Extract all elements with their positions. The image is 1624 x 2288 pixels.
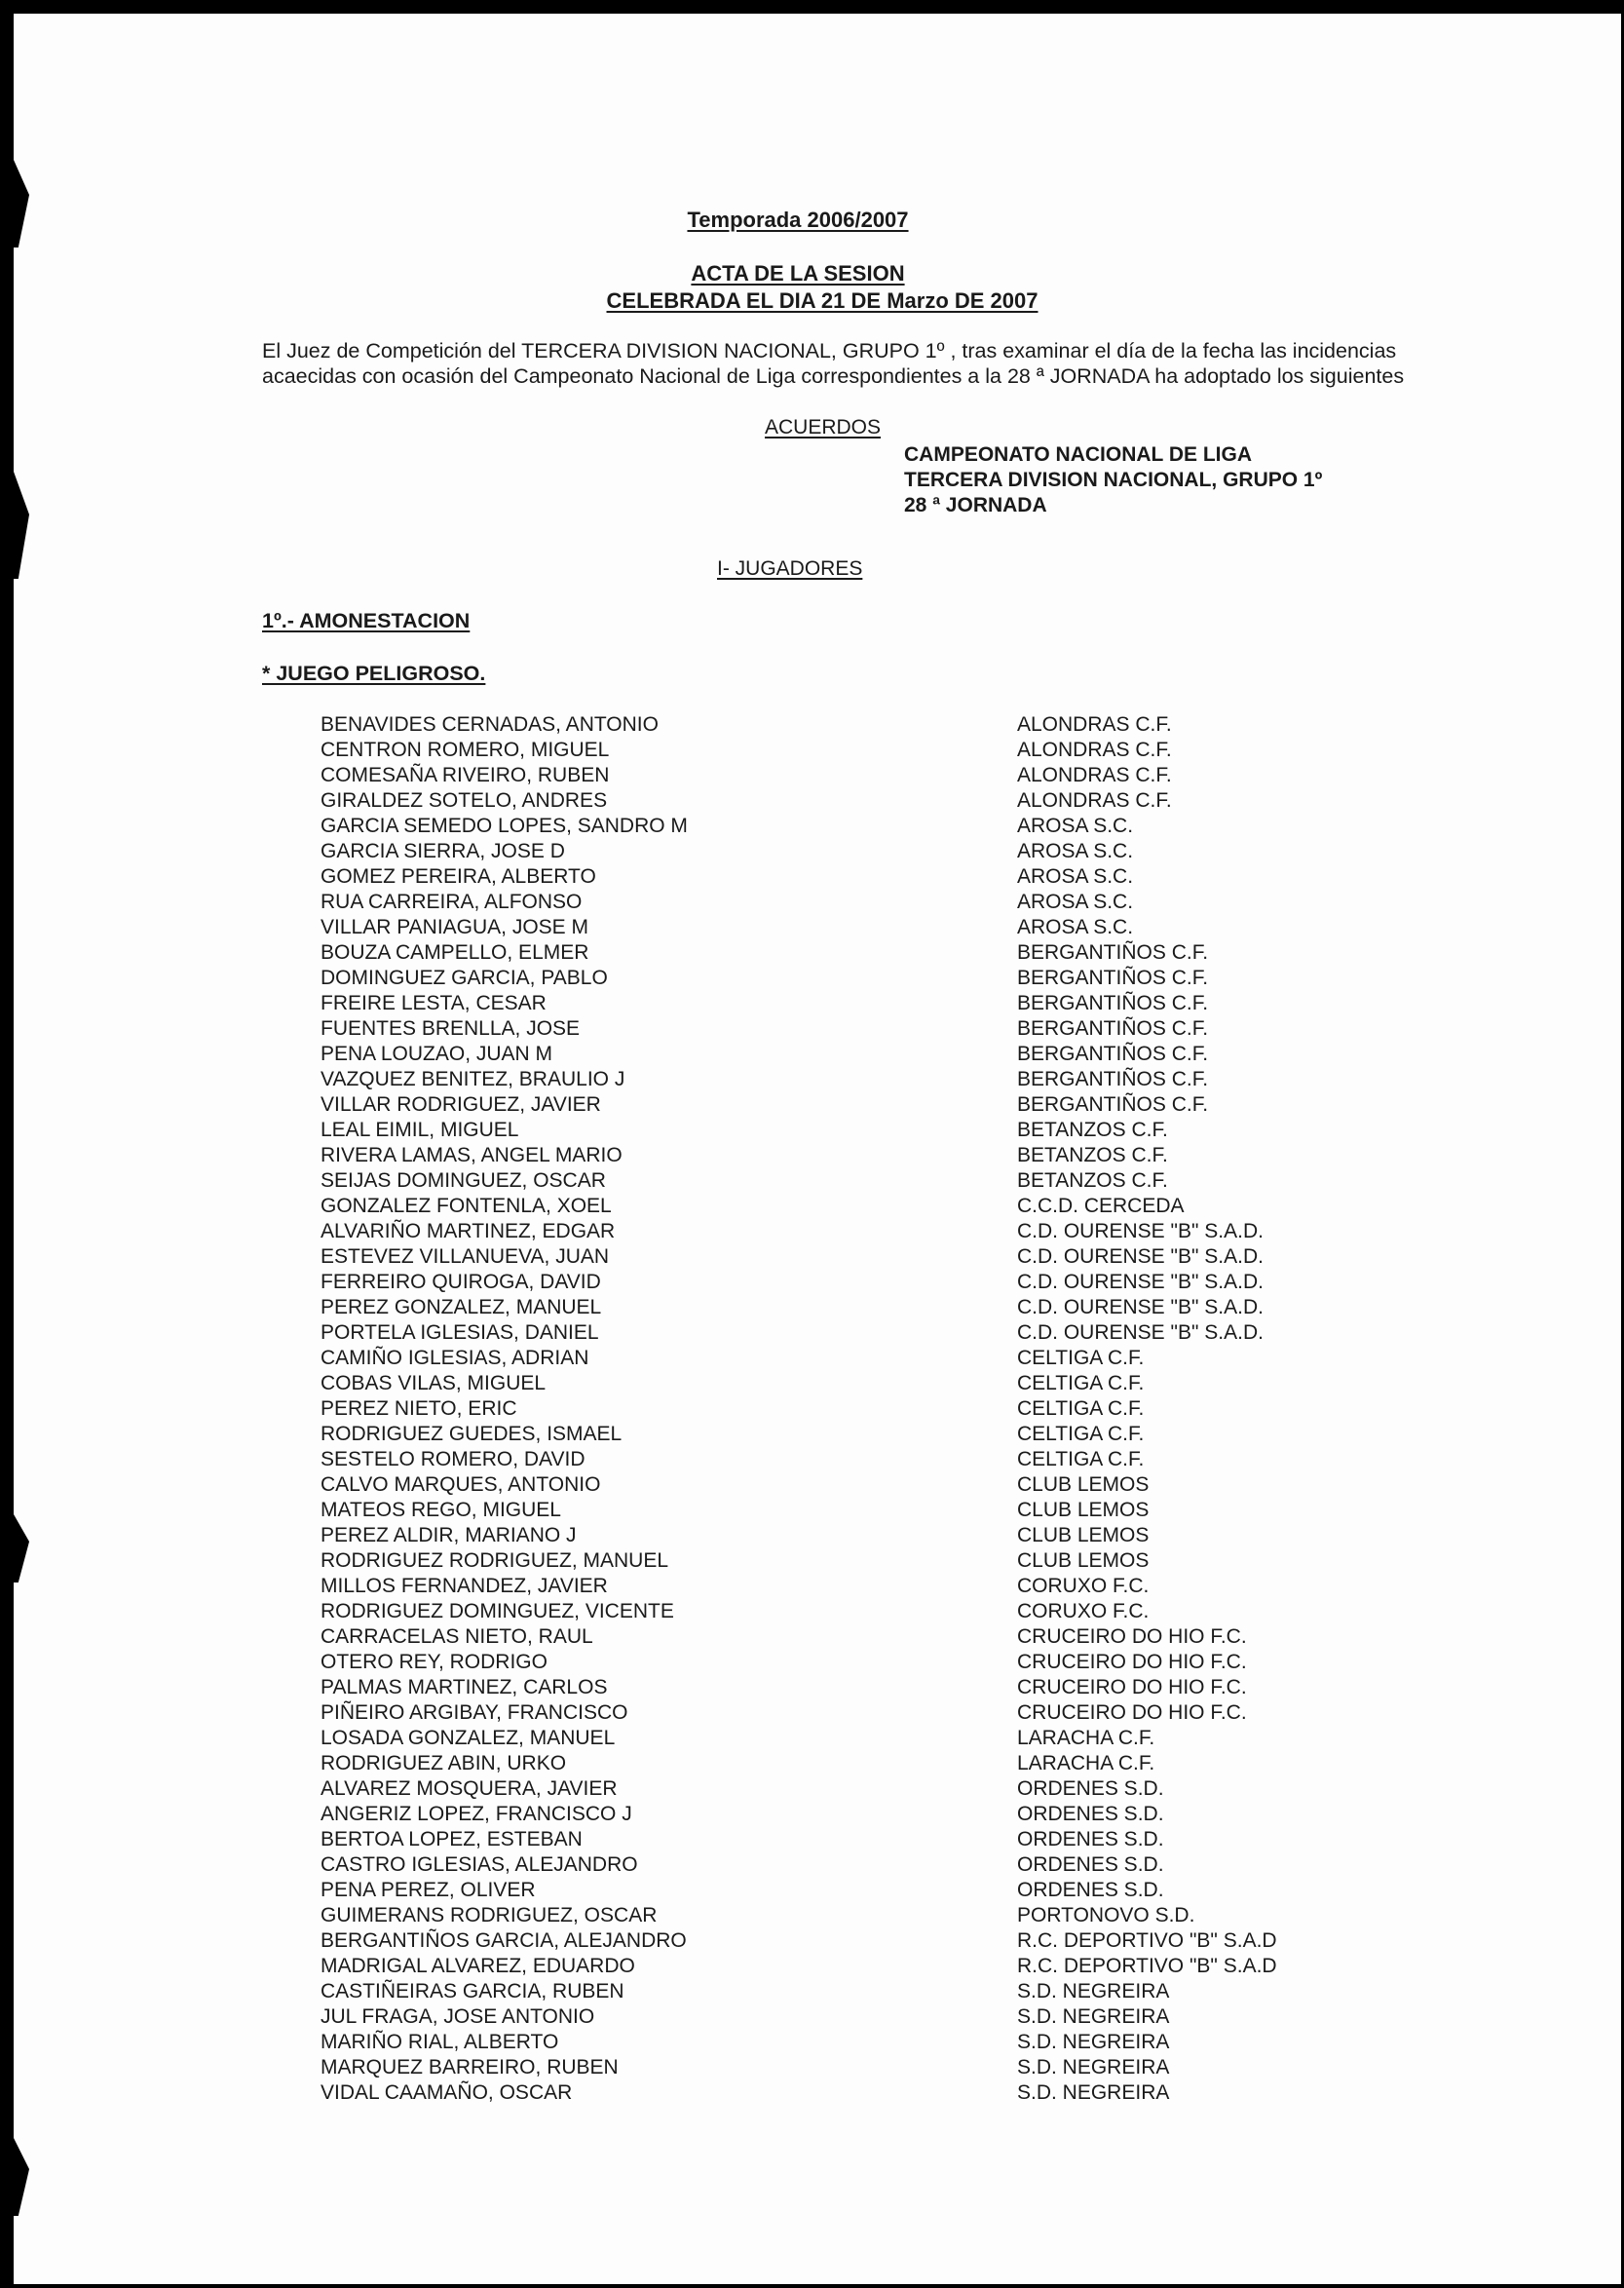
player-club: CRUCEIRO DO HIO F.C. <box>1017 1676 1247 1698</box>
player-row <box>321 1371 1295 1396</box>
player-name: GONZALEZ FONTENLA, XOEL <box>321 1195 612 1217</box>
player-club: S.D. NEGREIRA <box>1017 2081 1170 2104</box>
player-name: GOMEZ PEREIRA, ALBERTO <box>321 865 596 888</box>
player-club: S.D. NEGREIRA <box>1017 2031 1170 2053</box>
player-row <box>321 1244 1295 1270</box>
player-row <box>321 1118 1295 1143</box>
player-club: CELTIGA C.F. <box>1017 1423 1145 1445</box>
intro-paragraph <box>262 338 1404 389</box>
player-club: AROSA S.C. <box>1017 815 1134 837</box>
competition-block <box>904 442 1322 518</box>
player-name: DOMINGUEZ GARCIA, PABLO <box>321 967 608 989</box>
player-club: ALONDRAS C.F. <box>1017 713 1172 736</box>
player-row <box>321 814 1295 839</box>
player-club: BERGANTIÑOS C.F. <box>1017 967 1209 989</box>
player-club: R.C. DEPORTIVO "B" S.A.D <box>1017 1929 1277 1952</box>
player-name: RODRIGUEZ ABIN, URKO <box>321 1752 567 1774</box>
player-club: CLUB LEMOS <box>1017 1499 1150 1521</box>
player-name: BERGANTIÑOS GARCIA, ALEJANDRO <box>321 1929 687 1952</box>
player-name: PEREZ GONZALEZ, MANUEL <box>321 1296 602 1318</box>
player-club: PORTONOVO S.D. <box>1017 1904 1195 1926</box>
section-title: I- JUGADORES <box>717 557 863 580</box>
competition-line: CAMPEONATO NACIONAL DE LIGA <box>904 443 1253 466</box>
player-row <box>321 1396 1295 1422</box>
player-club: CRUCEIRO DO HIO F.C. <box>1017 1701 1247 1724</box>
player-club: BETANZOS C.F. <box>1017 1119 1168 1141</box>
player-name: CENTRON ROMERO, MIGUEL <box>321 739 610 761</box>
player-name: PENA LOUZAO, JUAN M <box>321 1043 553 1065</box>
player-row <box>321 1700 1295 1726</box>
player-club: C.D. OURENSE "B" S.A.D. <box>1017 1321 1264 1344</box>
player-row <box>321 1067 1295 1092</box>
player-club: CELTIGA C.F. <box>1017 1347 1145 1369</box>
player-club: ORDENES S.D. <box>1017 1853 1164 1876</box>
player-name: JUL FRAGA, JOSE ANTONIO <box>321 2005 595 2028</box>
player-name: VAZQUEZ BENITEZ, BRAULIO J <box>321 1068 625 1090</box>
player-name: VIDAL CAAMAÑO, OSCAR <box>321 2081 573 2104</box>
player-club: AROSA S.C. <box>1017 865 1134 888</box>
player-name: LEAL EIMIL, MIGUEL <box>321 1119 519 1141</box>
player-name: GIRALDEZ SOTELO, ANDRES <box>321 789 608 812</box>
player-name: PALMAS MARTINEZ, CARLOS <box>321 1676 608 1698</box>
player-club: R.C. DEPORTIVO "B" S.A.D <box>1017 1955 1277 1977</box>
player-row <box>321 1574 1295 1599</box>
competition-line: TERCERA DIVISION NACIONAL, GRUPO 1º <box>904 469 1323 491</box>
player-club: CLUB LEMOS <box>1017 1524 1150 1546</box>
player-name: ESTEVEZ VILLANUEVA, JUAN <box>321 1245 610 1268</box>
player-row <box>321 2080 1295 2106</box>
player-name: FUENTES BRENLLA, JOSE <box>321 1017 581 1040</box>
player-row <box>321 1168 1295 1194</box>
player-club: CELTIGA C.F. <box>1017 1448 1145 1470</box>
player-name: RODRIGUEZ DOMINGUEZ, VICENTE <box>321 1600 674 1622</box>
player-row <box>321 1954 1295 1979</box>
player-club: CELTIGA C.F. <box>1017 1397 1145 1420</box>
player-name: BENAVIDES CERNADAS, ANTONIO <box>321 713 659 736</box>
player-row <box>321 738 1295 763</box>
player-club: LARACHA C.F. <box>1017 1752 1155 1774</box>
player-name: SEIJAS DOMINGUEZ, OSCAR <box>321 1169 606 1192</box>
acuerdos-heading: ACUERDOS <box>765 416 882 439</box>
player-name: PENA PEREZ, OLIVER <box>321 1879 536 1901</box>
player-club: C.D. OURENSE "B" S.A.D. <box>1017 1220 1264 1242</box>
players-list <box>321 712 1295 2106</box>
player-row <box>321 763 1295 788</box>
player-name: RODRIGUEZ RODRIGUEZ, MANUEL <box>321 1549 669 1572</box>
player-row <box>321 1422 1295 1447</box>
player-row <box>321 2055 1295 2080</box>
player-row <box>321 890 1295 915</box>
player-row <box>321 839 1295 864</box>
player-row <box>321 1042 1295 1067</box>
player-row <box>321 1143 1295 1168</box>
player-row <box>321 1295 1295 1320</box>
player-club: AROSA S.C. <box>1017 891 1134 913</box>
player-name: COMESAÑA RIVEIRO, RUBEN <box>321 764 610 786</box>
player-club: BETANZOS C.F. <box>1017 1169 1168 1192</box>
subsection-title: 1º.- AMONESTACION <box>262 609 471 632</box>
player-row <box>321 1498 1295 1523</box>
torn-edge <box>14 160 29 248</box>
player-name: PORTELA IGLESIAS, DANIEL <box>321 1321 599 1344</box>
player-row <box>321 1827 1295 1852</box>
player-row <box>321 1903 1295 1928</box>
player-club: S.D. NEGREIRA <box>1017 2005 1170 2028</box>
player-club: CRUCEIRO DO HIO F.C. <box>1017 1651 1247 1673</box>
player-name: MARIÑO RIAL, ALBERTO <box>321 2031 559 2053</box>
player-row <box>321 1548 1295 1574</box>
player-row <box>321 1092 1295 1118</box>
player-name: GARCIA SIERRA, JOSE D <box>321 840 565 862</box>
player-club: CELTIGA C.F. <box>1017 1372 1145 1394</box>
player-name: CASTRO IGLESIAS, ALEJANDRO <box>321 1853 638 1876</box>
player-name: PEREZ NIETO, ERIC <box>321 1397 517 1420</box>
intro-line: El Juez de Competición del TERCERA DIVISION NACIONAL, GRUPO 1º , tras examinar el día de la fecha las incidencias <box>262 339 1397 362</box>
player-name: BOUZA CAMPELLO, ELMER <box>321 941 589 964</box>
player-name: OTERO REY, RODRIGO <box>321 1651 548 1673</box>
player-row <box>321 1523 1295 1548</box>
player-club: BERGANTIÑOS C.F. <box>1017 1068 1209 1090</box>
player-club: BERGANTIÑOS C.F. <box>1017 1017 1209 1040</box>
player-club: CORUXO F.C. <box>1017 1600 1150 1622</box>
player-row <box>321 864 1295 890</box>
player-row <box>321 1624 1295 1650</box>
competition-line: 28 ª JORNADA <box>904 494 1047 516</box>
player-row <box>321 1346 1295 1371</box>
player-name: RUA CARREIRA, ALFONSO <box>321 891 583 913</box>
player-row <box>321 1852 1295 1878</box>
player-row <box>321 1447 1295 1472</box>
player-row <box>321 1599 1295 1624</box>
player-club: ORDENES S.D. <box>1017 1777 1164 1800</box>
player-club: ORDENES S.D. <box>1017 1828 1164 1850</box>
player-club: CLUB LEMOS <box>1017 1549 1150 1572</box>
player-row <box>321 1726 1295 1751</box>
player-name: ALVAREZ MOSQUERA, JAVIER <box>321 1777 618 1800</box>
document-page <box>14 14 1621 2284</box>
player-name: CAMIÑO IGLESIAS, ADRIAN <box>321 1347 589 1369</box>
player-club: ORDENES S.D. <box>1017 1879 1164 1901</box>
player-club: CLUB LEMOS <box>1017 1473 1150 1496</box>
player-row <box>321 2030 1295 2055</box>
player-name: MADRIGAL ALVAREZ, EDUARDO <box>321 1955 635 1977</box>
player-row <box>321 940 1295 966</box>
player-row <box>321 1928 1295 1954</box>
player-row <box>321 1219 1295 1244</box>
player-club: ORDENES S.D. <box>1017 1803 1164 1825</box>
player-name: FERREIRO QUIROGA, DAVID <box>321 1271 601 1293</box>
player-club: LARACHA C.F. <box>1017 1727 1155 1749</box>
torn-edge <box>14 1514 29 1583</box>
player-row <box>321 1979 1295 2004</box>
player-club: ALONDRAS C.F. <box>1017 764 1172 786</box>
player-name: ALVARIÑO MARTINEZ, EDGAR <box>321 1220 616 1242</box>
player-club: ALONDRAS C.F. <box>1017 739 1172 761</box>
player-club: C.C.D. CERCEDA <box>1017 1195 1185 1217</box>
player-name: GARCIA SEMEDO LOPES, SANDRO M <box>321 815 688 837</box>
player-club: CRUCEIRO DO HIO F.C. <box>1017 1625 1247 1648</box>
player-name: LOSADA GONZALEZ, MANUEL <box>321 1727 616 1749</box>
player-club: AROSA S.C. <box>1017 916 1134 938</box>
player-club: CORUXO F.C. <box>1017 1575 1150 1597</box>
player-club: BERGANTIÑOS C.F. <box>1017 941 1209 964</box>
player-club: BERGANTIÑOS C.F. <box>1017 1093 1209 1116</box>
torn-edge <box>14 2138 29 2216</box>
player-name: CASTIÑEIRAS GARCIA, RUBEN <box>321 1980 624 2002</box>
player-club: C.D. OURENSE "B" S.A.D. <box>1017 1296 1264 1318</box>
player-club: AROSA S.C. <box>1017 840 1134 862</box>
player-club: C.D. OURENSE "B" S.A.D. <box>1017 1271 1264 1293</box>
player-name: COBAS VILAS, MIGUEL <box>321 1372 547 1394</box>
player-row <box>321 1270 1295 1295</box>
player-row <box>321 1751 1295 1776</box>
player-name: RODRIGUEZ GUEDES, ISMAEL <box>321 1423 623 1445</box>
player-name: CALVO MARQUES, ANTONIO <box>321 1473 601 1496</box>
player-name: SESTELO ROMERO, DAVID <box>321 1448 585 1470</box>
player-row <box>321 712 1295 738</box>
torn-edge <box>14 472 29 579</box>
player-row <box>321 1802 1295 1827</box>
player-name: VILLAR RODRIGUEZ, JAVIER <box>321 1093 601 1116</box>
player-name: BERTOA LOPEZ, ESTEBAN <box>321 1828 583 1850</box>
player-name: FREIRE LESTA, CESAR <box>321 992 547 1014</box>
player-name: CARRACELAS NIETO, RAUL <box>321 1625 593 1648</box>
player-row <box>321 1878 1295 1903</box>
player-row <box>321 1472 1295 1498</box>
player-row <box>321 1320 1295 1346</box>
player-name: ANGERIZ LOPEZ, FRANCISCO J <box>321 1803 632 1825</box>
player-club: BETANZOS C.F. <box>1017 1144 1168 1166</box>
player-club: S.D. NEGREIRA <box>1017 1980 1170 2002</box>
player-club: C.D. OURENSE "B" S.A.D. <box>1017 1245 1264 1268</box>
player-name: MATEOS REGO, MIGUEL <box>321 1499 561 1521</box>
player-row <box>321 1675 1295 1700</box>
player-name: PEREZ ALDIR, MARIANO J <box>321 1524 577 1546</box>
player-row <box>321 991 1295 1016</box>
player-row <box>321 915 1295 940</box>
player-name: MARQUEZ BARREIRO, RUBEN <box>321 2056 619 2078</box>
player-name: PIÑEIRO ARGIBAY, FRANCISCO <box>321 1701 628 1724</box>
acta-title: ACTA DE LA SESION <box>691 261 905 286</box>
intro-line: acaecidas con ocasión del Campeonato Nacional de Liga correspondientes a la 28 ª JORNADA ha adoptado los siguientes <box>262 364 1405 388</box>
acta-date: CELEBRADA EL DIA 21 DE Marzo DE 2007 <box>606 288 1039 313</box>
player-row <box>321 1194 1295 1219</box>
player-club: S.D. NEGREIRA <box>1017 2056 1170 2078</box>
player-row <box>321 1776 1295 1802</box>
player-name: VILLAR PANIAGUA, JOSE M <box>321 916 589 938</box>
player-club: BERGANTIÑOS C.F. <box>1017 1043 1209 1065</box>
player-row <box>321 1650 1295 1675</box>
player-row <box>321 966 1295 991</box>
player-name: GUIMERANS RODRIGUEZ, OSCAR <box>321 1904 658 1926</box>
player-name: RIVERA LAMAS, ANGEL MARIO <box>321 1144 623 1166</box>
player-row <box>321 2004 1295 2030</box>
player-club: ALONDRAS C.F. <box>1017 789 1172 812</box>
player-row <box>321 788 1295 814</box>
player-row <box>321 1016 1295 1042</box>
player-name: MILLOS FERNANDEZ, JAVIER <box>321 1575 608 1597</box>
player-club: BERGANTIÑOS C.F. <box>1017 992 1209 1014</box>
category-title: * JUEGO PELIGROSO. <box>262 662 486 685</box>
season-title: Temporada 2006/2007 <box>687 208 909 232</box>
